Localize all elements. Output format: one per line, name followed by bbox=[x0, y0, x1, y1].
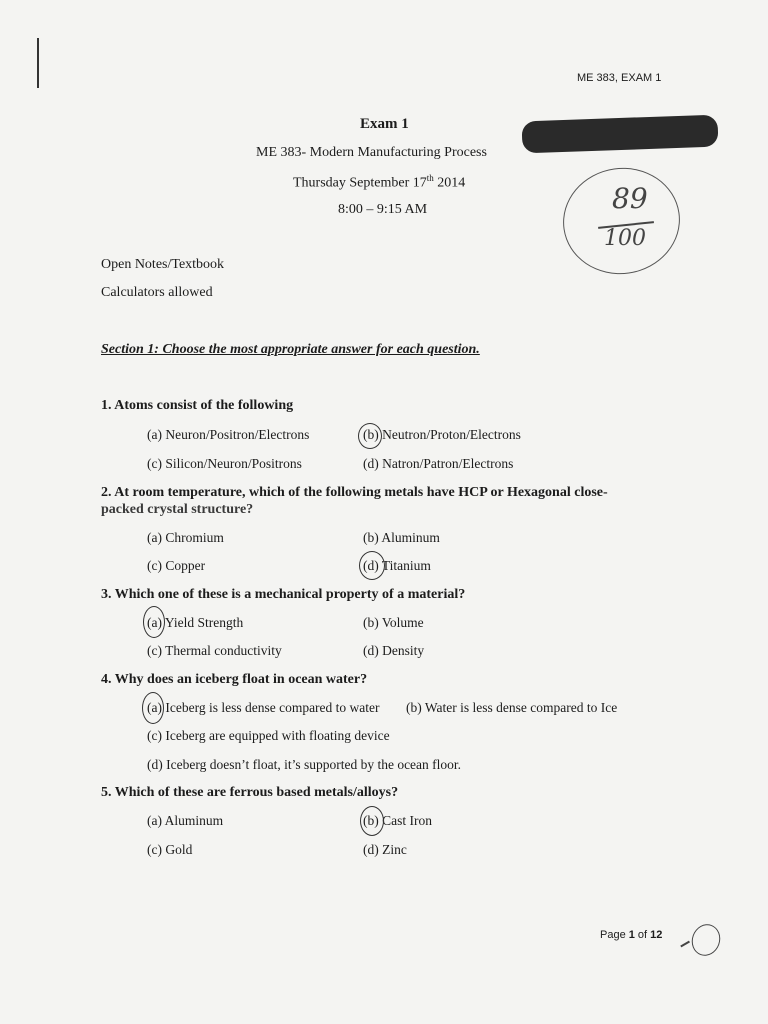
q1-option-d: (d) Natron/Patron/Electrons bbox=[363, 456, 514, 471]
answer-circle-q1 bbox=[358, 423, 382, 449]
question-4: 4. Why does an iceberg float in ocean water? bbox=[101, 672, 368, 687]
exam-date bbox=[293, 173, 465, 192]
question-5: 5. Which of these are ferrous based metals/alloys? bbox=[101, 785, 399, 800]
page-label: Page bbox=[600, 929, 629, 941]
grade-score: 89 bbox=[612, 182, 648, 215]
q4-option-d: (d) Iceberg doesn’t float, it’s supported by the ocean floor. bbox=[147, 757, 462, 772]
exam-time: 8:00 – 9:15 AM bbox=[338, 202, 428, 217]
exam-date-year: 2014 bbox=[433, 175, 466, 191]
page-score-dash bbox=[680, 941, 689, 947]
section-heading: Section 1: Choose the most appropriate answer for each question. bbox=[101, 342, 480, 357]
exam-title: Exam 1 bbox=[360, 116, 409, 132]
q4-option-a: (a) Iceberg is less dense compared to water bbox=[147, 700, 380, 715]
grade-circle bbox=[556, 160, 687, 281]
q1-option-a: (a) Neuron/Positron/Electrons bbox=[147, 427, 310, 442]
grade-total: 100 bbox=[604, 226, 646, 251]
q5-option-d: (d) Zinc bbox=[363, 842, 407, 857]
answer-circle-q2 bbox=[359, 551, 385, 580]
q2-option-b: (b) Aluminum bbox=[363, 530, 440, 545]
exam-date-suffix: th bbox=[426, 173, 434, 183]
question-1: 1. Atoms consist of the following bbox=[101, 398, 294, 413]
page-number bbox=[600, 929, 662, 941]
answer-circle-q4 bbox=[142, 692, 164, 724]
page-total: 12 bbox=[650, 929, 663, 941]
margin-mark bbox=[37, 38, 39, 88]
answer-circle-q5 bbox=[360, 806, 384, 836]
exam-date-main: Thursday September 17 bbox=[293, 175, 427, 191]
q3-option-d: (d) Density bbox=[363, 643, 425, 658]
question-3: 3. Which one of these is a mechanical property of a material? bbox=[101, 587, 466, 602]
answer-circle-q3 bbox=[143, 606, 165, 638]
q1-option-c: (c) Silicon/Neuron/Positrons bbox=[147, 456, 302, 471]
q4-option-c: (c) Iceberg are equipped with floating device bbox=[147, 728, 390, 743]
page-current: 1 bbox=[628, 929, 635, 941]
page-of-label: of bbox=[634, 929, 651, 941]
question-2-line1: 2. At room temperature, which of the following metals have HCP or Hexagonal close- bbox=[101, 485, 608, 500]
q1-option-b: (b) Neutron/Proton/Electrons bbox=[363, 427, 521, 442]
question-2-line2: packed crystal structure? bbox=[101, 502, 254, 517]
q5-option-b: (b) Cast Iron bbox=[363, 813, 432, 828]
note-open-notes: Open Notes/Textbook bbox=[101, 257, 225, 272]
q4-option-b: (b) Water is less dense compared to Ice bbox=[406, 700, 618, 715]
q2-option-d: (d) Titanium bbox=[363, 558, 431, 573]
q5-option-c: (c) Gold bbox=[147, 842, 193, 857]
q3-option-c: (c) Thermal conductivity bbox=[147, 643, 282, 658]
q3-option-a: (a) Yield Strength bbox=[147, 615, 244, 630]
course-tag: ME 383, EXAM 1 bbox=[577, 72, 662, 84]
q3-option-b: (b) Volume bbox=[363, 615, 424, 630]
note-calculators: Calculators allowed bbox=[101, 285, 213, 300]
q2-option-a: (a) Chromium bbox=[147, 530, 224, 545]
course-title: ME 383- Modern Manufacturing Process bbox=[256, 145, 487, 160]
page-score-mark bbox=[687, 920, 724, 960]
redacted-name bbox=[522, 115, 719, 154]
q5-option-a: (a) Aluminum bbox=[147, 813, 224, 828]
q2-option-c: (c) Copper bbox=[147, 558, 206, 573]
